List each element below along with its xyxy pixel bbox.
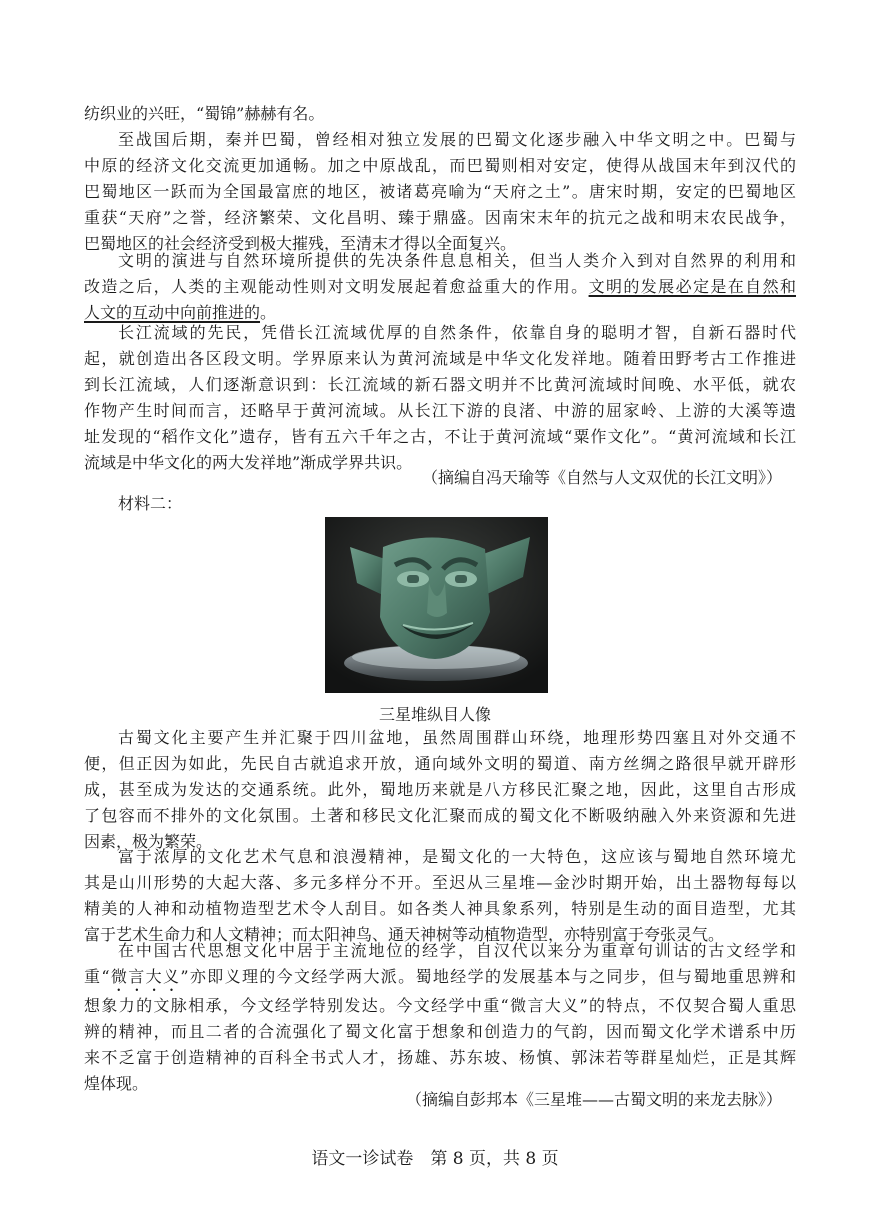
paragraph-line: 富于浓厚的文化艺术气息和浪漫精神，是蜀文化的一大特色，这应该与蜀地自然环境尤	[118, 847, 796, 866]
paragraph-line: 文明的演进与自然环境所提供的先决条件息息相关，但当人类介入到对自然界的利用和	[118, 251, 796, 270]
bronze-mask-illustration	[325, 517, 548, 693]
figure-caption: 三星堆纵目人像	[378, 705, 491, 724]
paragraph-line: 作物产生时间而言，还略早于黄河流域。从长江下游的良渚、中游的屈家岭、上游的大溪等遗	[84, 401, 796, 420]
material-label: 材料二：	[118, 494, 183, 513]
paragraph-line: 在中国古代思想文化中居于主流地位的经学，自汉代以来分为重章句训诂的古文经学和	[118, 941, 796, 960]
paragraph-line: 富于艺术生命力和人文精神；而太阳神鸟、通天神树等动植物造型，亦特别富于夸张灵气。	[84, 925, 725, 944]
paragraph-line: 成，甚至成为发达的交通系统。此外，蜀地历来就是八方移民汇聚之地，因此，这里自古形成	[84, 780, 796, 799]
paragraph-line: 巴蜀地区的社会经济受到极大摧残，至清末才得以全面复兴。	[84, 234, 517, 253]
source-citation: （摘编自彭邦本《三星堆——古蜀文明的来龙去脉》）	[405, 1090, 782, 1109]
paragraph-line	[84, 275, 796, 299]
paragraph-line: 址发现的“稻作文化”遗存，皆有五六千年之古，不让于黄河流域“粟作文化”。“黄河流域和长江	[84, 427, 796, 446]
paragraph-line: 便，但正因为如此，先民自古就追求开放，通向域外文明的蜀道、南方丝绸之路很早就开辟形	[84, 754, 796, 773]
paragraph-line: 至战国后期，秦并巴蜀，曾经相对独立发展的巴蜀文化逐步融入中华文明之中。巴蜀与	[118, 130, 796, 149]
underlined-sentence: 人文的互动中向前推进的	[84, 303, 261, 322]
paragraph-line: 长江流域的先民，凭借长江流域优厚的自然条件，依靠自身的聪明才智，自新石器时代	[118, 323, 796, 342]
sanxingdui-mask-photo	[325, 517, 548, 693]
paragraph-line: 来不乏富于创造精神的百科全书式人才，扬雄、苏东坡、杨慎、郭沫若等群星灿烂，正是其辉	[84, 1048, 796, 1067]
paragraph-line: 古蜀文化主要产生并汇聚于四川盆地，虽然周围群山环绕，地理形势四塞且对外交通不	[118, 728, 796, 747]
underlined-sentence: 文明的发展必定是在自然和	[588, 277, 796, 296]
paragraph-line: 了包容而不排外的文化氛围。土著和移民文化汇聚而成的蜀文化不断吸纳融入外来资源和先进	[84, 806, 796, 825]
paragraph-line: 辨的精神，而且二者的合流强化了蜀文化富于想象和创造力的气韵，因而蜀文化学术谱系中历	[84, 1022, 796, 1041]
paragraph-line: 因素，极为繁荣。	[84, 832, 213, 851]
text-span: 重“	[84, 967, 110, 986]
paragraph-line: 到长江流域，人们逐渐意识到：长江流域的新石器文明并不比黄河流域时间晚、水平低，就农	[84, 375, 796, 394]
paragraph-line: 中原的经济文化交流更加通畅。加之中原战乱，而巴蜀则相对安定，使得从战国末年到汉代的	[84, 156, 796, 175]
paragraph-line: 巴蜀地区一跃而为全国最富庶的地区，被诸葛亮喻为“天府之土”。唐宋时期，安定的巴蜀地区	[84, 182, 796, 201]
text-span: ”亦即义理的今文经学两大派。蜀地经学的发展基本与之同步，但与蜀地重思辨和	[180, 967, 796, 986]
paragraph-line: 纺织业的兴旺，“蜀锦”赫赫有名。	[84, 104, 325, 123]
source-citation: （摘编自冯天瑜等《自然与人文双优的长江文明》）	[421, 468, 782, 487]
paragraph-line: 起，就创造出各区段文明。学界原来认为黄河流域是中华文化发祥地。随着田野考古工作推进	[84, 349, 796, 368]
page-footer: 语文一诊试卷 第 8 页，共 8 页	[311, 1149, 559, 1169]
paragraph-line: 其是山川形势的大起大落、多元多样分不开。至迟从三星堆—金沙时期开始，出土器物每每以	[84, 873, 796, 892]
text-span: 。	[260, 303, 277, 322]
paragraph-line: 煌体现。	[84, 1074, 149, 1093]
emphasized-term: 微言大义	[109, 967, 181, 986]
paragraph-line	[84, 965, 796, 995]
paragraph-line: 流域是中华文化的两大发祥地”渐成学界共识。	[84, 453, 413, 472]
paragraph-line: 想象力的文脉相承，今文经学特别发达。今文经学中重“微言大义”的特点，不仅契合蜀人重思	[84, 996, 796, 1015]
paragraph-line: 精美的人神和动植物造型艺术令人刮目。如各类人神具象系列，特别是生动的面目造型，尤其	[84, 899, 796, 918]
text-span: 改造之后，人类的主观能动性则对文明发展起着愈益重大的作用。	[84, 277, 589, 296]
paragraph-line: 重获“天府”之誉，经济繁荣、文化昌明、臻于鼎盛。因南宋末年的抗元之战和明末农民战争，	[84, 208, 796, 227]
